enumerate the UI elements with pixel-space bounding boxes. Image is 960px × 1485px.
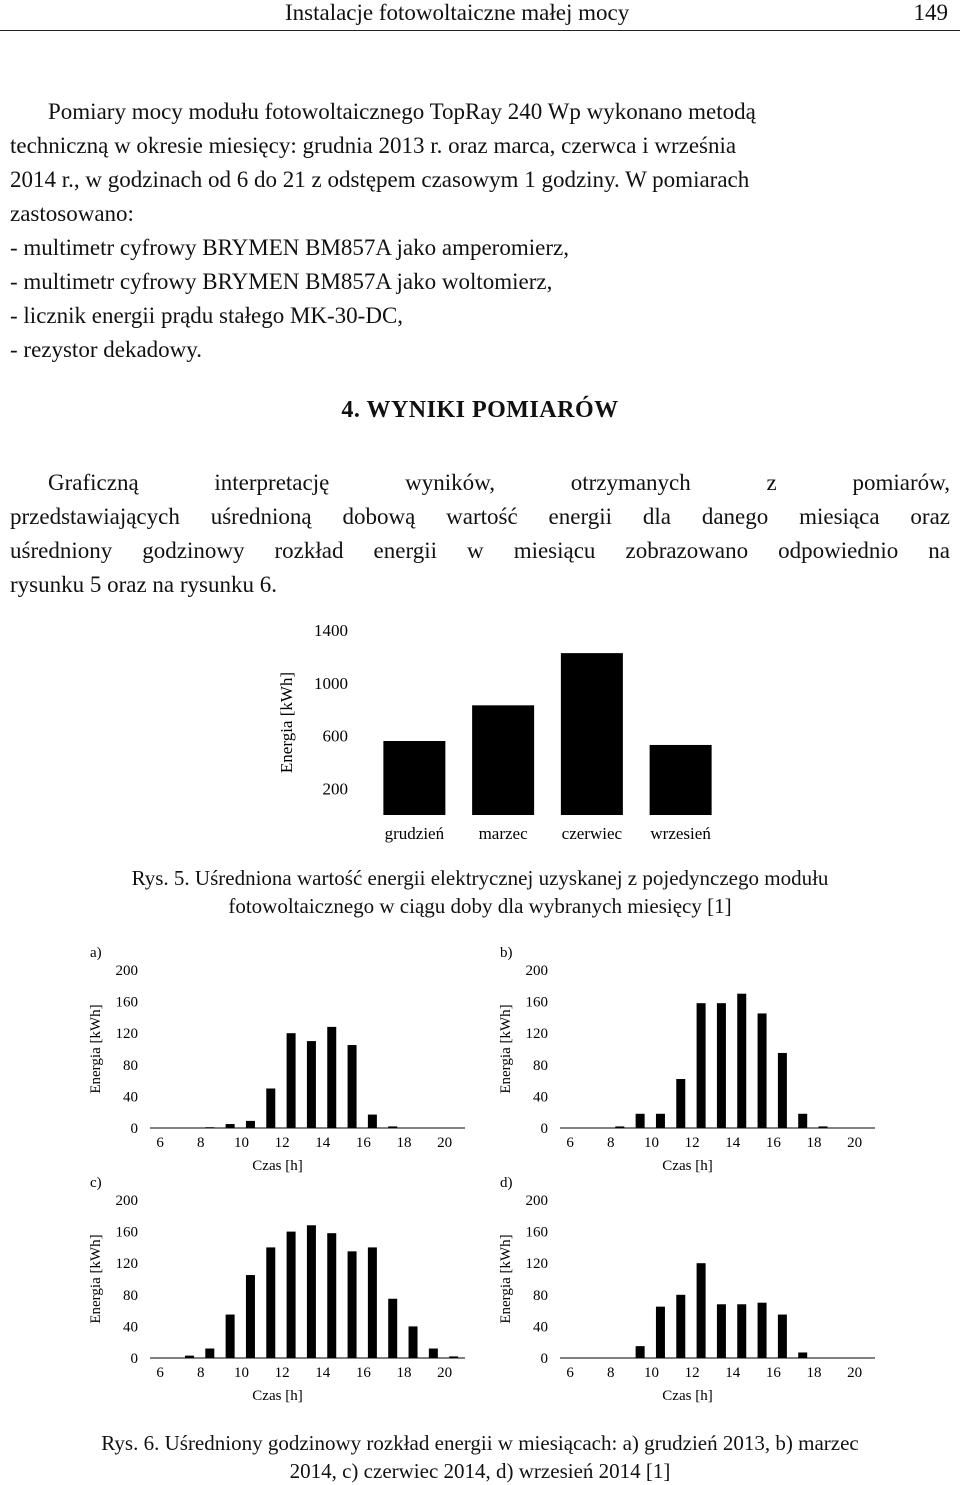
y-tick-label: 40 xyxy=(123,1089,138,1106)
bar xyxy=(697,1263,706,1358)
bar xyxy=(429,1349,438,1358)
x-axis-label: Czas [h] xyxy=(662,1388,713,1404)
x-tick-label: 20 xyxy=(437,1135,453,1151)
bar xyxy=(185,1356,194,1358)
y-tick-label: 80 xyxy=(123,1057,138,1074)
y-tick-label: 120 xyxy=(525,1026,548,1043)
x-tick-label: 6 xyxy=(156,1135,164,1151)
x-tick-label: 8 xyxy=(197,1365,205,1381)
bar xyxy=(737,1304,746,1358)
y-tick-label: 160 xyxy=(525,994,548,1011)
y-axis-label: Energia [kWh] xyxy=(88,1004,104,1094)
x-tick-label: 20 xyxy=(847,1365,863,1381)
x-tick-label: 20 xyxy=(847,1135,863,1151)
bar xyxy=(348,1251,357,1358)
x-tick-label: 12 xyxy=(274,1135,290,1151)
x-tick-label: marzec xyxy=(478,824,528,843)
y-tick-label: 200 xyxy=(115,1193,138,1209)
list-item: - licznik energii prądu stałego MK-30-DC, xyxy=(10,303,404,328)
bar xyxy=(368,1115,377,1128)
caption-line: 2014, c) czerwiec 2014, d) wrzesień 2014 [1] xyxy=(289,1459,671,1483)
y-axis-label: Energia [kWh] xyxy=(498,1234,514,1324)
bar xyxy=(676,1079,685,1128)
y-tick-label: 0 xyxy=(130,1121,138,1137)
x-tick-label: 16 xyxy=(765,1365,781,1381)
x-tick-label: 18 xyxy=(806,1365,822,1381)
panel-label: a) xyxy=(90,945,102,961)
methods-paragraph xyxy=(10,95,950,367)
list-item: - rezystor dekadowy. xyxy=(10,337,203,362)
list-item: - multimetr cyfrowy BRYMEN BM857A jako amperomierz, xyxy=(10,235,569,260)
y-tick-label: 160 xyxy=(525,1224,548,1241)
results-paragraph xyxy=(10,466,950,602)
text-line: Graficzną interpretację wyników, otrzymanych z pomiarów, xyxy=(48,470,950,495)
bar xyxy=(205,1349,214,1358)
bar xyxy=(205,1127,214,1128)
x-tick-label: 14 xyxy=(315,1135,331,1151)
panel-label: c) xyxy=(90,1175,102,1191)
bar xyxy=(449,1356,458,1358)
list-item: - multimetr cyfrowy BRYMEN BM857A jako woltomierz, xyxy=(10,269,553,294)
bar xyxy=(327,1233,336,1358)
bar xyxy=(307,1225,316,1358)
bar xyxy=(676,1295,685,1358)
bar xyxy=(561,653,623,815)
x-tick-label: 16 xyxy=(765,1135,781,1151)
y-tick-label: 200 xyxy=(322,779,348,799)
x-tick-label: 10 xyxy=(643,1135,659,1151)
bar xyxy=(717,1304,726,1358)
running-title: Instalacje fotowoltaiczne małej mocy xyxy=(285,0,630,25)
bar xyxy=(778,1315,787,1358)
x-tick-label: 12 xyxy=(684,1365,700,1381)
x-tick-label: 14 xyxy=(725,1135,741,1151)
x-tick-label: 10 xyxy=(233,1135,249,1151)
bar xyxy=(636,1114,645,1128)
caption-line: fotowoltaicznego w ciągu doby dla wybranych miesięcy [1] xyxy=(228,894,732,918)
x-axis-label: Czas [h] xyxy=(662,1158,713,1174)
x-tick-label: 10 xyxy=(643,1365,659,1381)
figure-6d-chart xyxy=(490,1170,890,1405)
bar xyxy=(327,1027,336,1128)
figure-6b-chart xyxy=(490,940,890,1175)
x-tick-label: 12 xyxy=(274,1365,290,1381)
text-line: techniczną w okresie miesięcy: grudnia 2013 r. oraz marca, czerwca i września xyxy=(10,133,737,158)
y-axis-label: Energia [kWh] xyxy=(277,671,296,774)
bar xyxy=(717,1003,726,1128)
bar xyxy=(307,1041,316,1128)
x-tick-label: 16 xyxy=(355,1135,371,1151)
y-tick-label: 80 xyxy=(533,1057,548,1074)
bar xyxy=(226,1124,235,1128)
y-tick-label: 40 xyxy=(533,1319,548,1336)
bar xyxy=(266,1247,275,1358)
x-tick-label: 8 xyxy=(607,1365,615,1381)
x-tick-label: 18 xyxy=(806,1135,822,1151)
bar xyxy=(737,994,746,1128)
text-line: zastosowano: xyxy=(10,201,134,226)
bar xyxy=(650,745,712,815)
bar xyxy=(246,1121,255,1128)
x-tick-label: 6 xyxy=(566,1365,574,1381)
x-tick-label: wrzesień xyxy=(650,824,711,843)
y-tick-label: 200 xyxy=(115,963,138,979)
caption-line: Rys. 6. Uśredniony godzinowy rozkład energii w miesiącach: a) grudzień 2013, b) marzec xyxy=(101,1431,859,1455)
x-tick-label: 14 xyxy=(315,1365,331,1381)
bar xyxy=(656,1114,665,1128)
y-tick-label: 80 xyxy=(533,1287,548,1304)
x-axis-label: Czas [h] xyxy=(252,1388,303,1404)
y-tick-label: 1400 xyxy=(314,621,348,640)
x-tick-label: 10 xyxy=(233,1365,249,1381)
y-tick-label: 80 xyxy=(123,1287,138,1304)
bar xyxy=(697,1003,706,1128)
text-line: uśredniony godzinowy rozkład energii w miesiącu zobrazowano odpowiednio na xyxy=(10,538,950,563)
bar xyxy=(246,1275,255,1358)
bar xyxy=(472,705,534,815)
y-tick-label: 120 xyxy=(115,1256,138,1273)
bar xyxy=(615,1126,624,1128)
y-tick-label: 0 xyxy=(540,1121,548,1137)
x-tick-label: 6 xyxy=(156,1365,164,1381)
bar xyxy=(636,1346,645,1358)
text-line: 2014 r., w godzinach od 6 do 21 z odstępem czasowym 1 godziny. W pomiarach xyxy=(10,167,750,192)
y-tick-label: 0 xyxy=(540,1351,548,1367)
figure-6a-chart xyxy=(80,940,480,1175)
panel-label: b) xyxy=(500,945,513,961)
caption-line: Rys. 5. Uśredniona wartość energii elektrycznej uzyskanej z pojedynczego modułu xyxy=(131,866,829,890)
text-line: przedstawiających uśrednioną dobową wartość energii dla danego miesiąca oraz xyxy=(10,504,950,529)
figure-5-caption xyxy=(0,864,960,920)
bar xyxy=(798,1352,807,1358)
bar xyxy=(226,1315,235,1358)
figure-5-chart xyxy=(270,615,730,855)
bar xyxy=(266,1089,275,1129)
y-tick-label: 1000 xyxy=(314,673,348,693)
x-tick-label: 8 xyxy=(607,1135,615,1151)
x-axis-label: Czas [h] xyxy=(252,1158,303,1174)
bar xyxy=(287,1033,296,1128)
x-tick-label: 8 xyxy=(197,1135,205,1151)
page-number: 149 xyxy=(913,0,948,25)
y-tick-label: 600 xyxy=(322,726,348,746)
x-tick-label: czerwiec xyxy=(561,824,623,843)
bar xyxy=(798,1114,807,1128)
bar xyxy=(758,1303,767,1358)
x-tick-label: 12 xyxy=(684,1135,700,1151)
bar xyxy=(287,1232,296,1358)
y-tick-label: 40 xyxy=(123,1319,138,1336)
bar xyxy=(819,1126,828,1128)
panel-label: d) xyxy=(500,1175,513,1191)
text-line: Pomiary mocy modułu fotowoltaicznego TopRay 240 Wp wykonano metodą xyxy=(48,99,756,124)
section-heading: 4. WYNIKI POMIARÓW xyxy=(341,397,619,423)
bar xyxy=(383,741,445,815)
bar xyxy=(388,1299,397,1358)
running-header xyxy=(0,0,960,31)
bar xyxy=(368,1247,377,1358)
y-axis-label: Energia [kWh] xyxy=(88,1234,104,1324)
x-tick-label: 16 xyxy=(355,1365,371,1381)
x-tick-label: 18 xyxy=(396,1365,412,1381)
y-tick-label: 120 xyxy=(525,1256,548,1273)
bar xyxy=(409,1326,418,1358)
x-tick-label: 6 xyxy=(566,1135,574,1151)
x-tick-label: grudzień xyxy=(384,824,445,843)
bar xyxy=(778,1053,787,1128)
bar xyxy=(656,1307,665,1358)
y-tick-label: 160 xyxy=(115,994,138,1011)
x-tick-label: 18 xyxy=(396,1135,412,1151)
figure-6c-chart xyxy=(80,1170,480,1405)
y-tick-label: 200 xyxy=(525,1193,548,1209)
bar xyxy=(348,1045,357,1128)
bar xyxy=(388,1126,397,1128)
bar xyxy=(758,1013,767,1128)
x-tick-label: 14 xyxy=(725,1365,741,1381)
y-tick-label: 0 xyxy=(130,1351,138,1367)
figure-6-caption xyxy=(0,1429,960,1485)
y-tick-label: 40 xyxy=(533,1089,548,1106)
y-axis-label: Energia [kWh] xyxy=(498,1004,514,1094)
text-line: rysunku 5 oraz na rysunku 6. xyxy=(10,572,278,597)
x-tick-label: 20 xyxy=(437,1365,453,1381)
y-tick-label: 160 xyxy=(115,1224,138,1241)
y-tick-label: 200 xyxy=(525,963,548,979)
y-tick-label: 120 xyxy=(115,1026,138,1043)
